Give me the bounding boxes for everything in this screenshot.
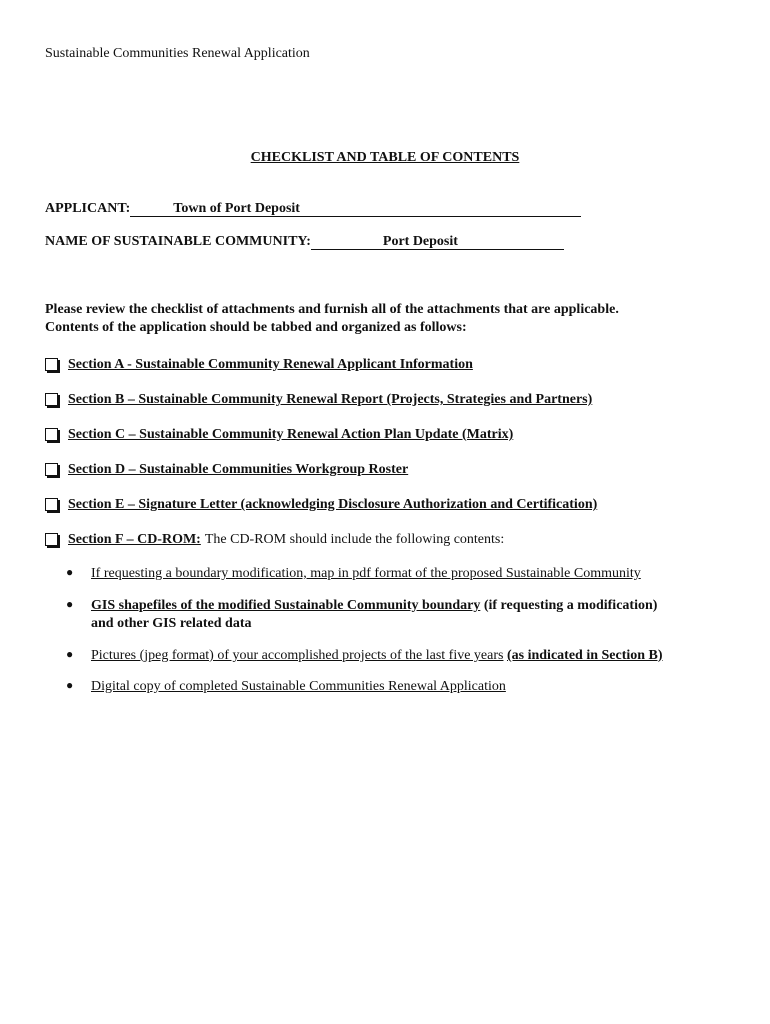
list-item-text: Digital copy of completed Sustainable Communities Renewal Application <box>91 679 506 694</box>
list-item-text <box>91 647 721 665</box>
section-label: Section D – Sustainable Communities Workgroup Roster <box>68 462 409 477</box>
checkbox-icon[interactable] <box>45 393 58 406</box>
applicant-field <box>45 201 581 217</box>
checkbox-icon[interactable] <box>45 358 58 371</box>
list-item-text <box>91 597 721 633</box>
checklist-item-section-c <box>45 427 513 443</box>
community-field <box>45 234 564 250</box>
checklist-item-section-e <box>45 497 597 513</box>
applicant-label: APPLICANT: <box>45 201 131 216</box>
section-description: The CD-ROM should include the following contents: <box>204 532 505 547</box>
list-item-tail: (as indicated in Section B) <box>506 648 663 663</box>
list-item-tail-2: and other GIS related data <box>91 616 252 631</box>
checkbox-icon[interactable] <box>45 533 58 546</box>
bullet-icon: ● <box>66 597 74 611</box>
bullet-icon: ● <box>66 565 74 579</box>
checklist-item-section-d <box>45 462 408 478</box>
section-label: Section A - Sustainable Community Renewal Applicant Information <box>68 357 473 372</box>
checkbox-icon[interactable] <box>45 463 58 476</box>
page-title: CHECKLIST AND TABLE OF CONTENTS <box>250 150 520 165</box>
checklist-item-section-a <box>45 357 473 373</box>
bullet-icon: ● <box>66 647 74 661</box>
community-label: NAME OF SUSTAINABLE COMMUNITY: <box>45 234 311 249</box>
checkbox-icon[interactable] <box>45 498 58 511</box>
bullet-icon: ● <box>66 678 74 692</box>
instructions-line-2: Contents of the application should be tabbed and organized as follows: <box>45 320 467 335</box>
instructions-line-1: Please review the checklist of attachments and furnish all of the attachments that are applicable. <box>45 302 619 317</box>
running-header: Sustainable Communities Renewal Application <box>45 46 310 61</box>
section-label: Section B – Sustainable Community Renewal Report (Projects, Strategies and Partners) <box>68 392 593 407</box>
list-item-main: Pictures (jpeg format) of your accomplished projects of the last five years <box>91 648 504 663</box>
list-item-emphasis: GIS shapefiles of the modified Sustainable Community boundary <box>91 598 481 613</box>
community-value: Port Deposit <box>311 234 564 250</box>
checklist-item-section-b <box>45 392 592 408</box>
section-label: Section E – Signature Letter (acknowledging Disclosure Authorization and Certification) <box>68 497 598 512</box>
list-item-tail: (if requesting a modification) <box>483 598 658 613</box>
list-item-text: If requesting a boundary modification, map in pdf format of the proposed Sustainable Community <box>91 566 641 581</box>
section-label: Section C – Sustainable Community Renewal Action Plan Update (Matrix) <box>68 427 514 442</box>
instructions <box>45 301 735 337</box>
section-label: Section F – CD-ROM: <box>68 532 201 547</box>
applicant-value: Town of Port Deposit <box>130 201 581 217</box>
checklist-item-section-f <box>45 532 504 548</box>
checkbox-icon[interactable] <box>45 428 58 441</box>
